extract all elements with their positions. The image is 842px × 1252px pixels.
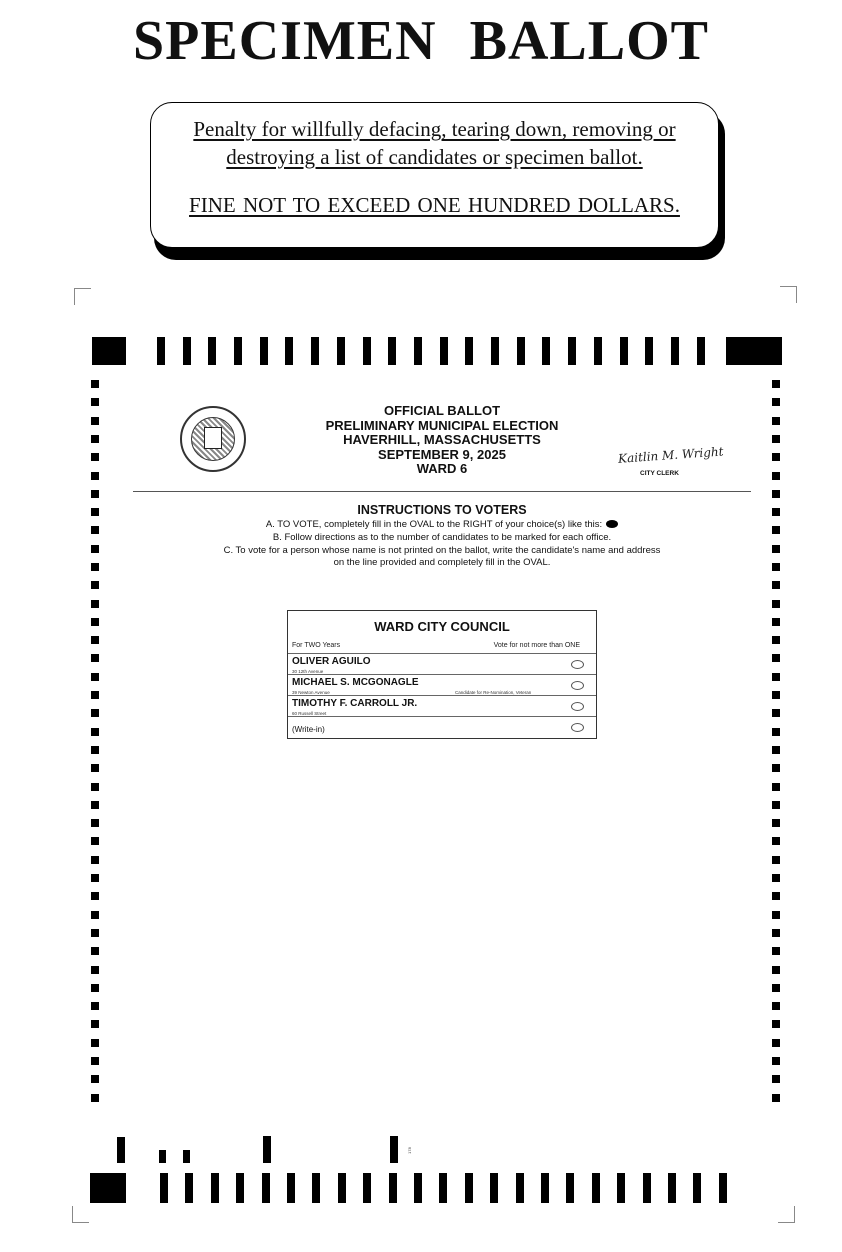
race-term: For TWO Years: [292, 642, 341, 649]
seal-shield-icon: [204, 427, 222, 449]
instruction-b: B. Follow directions as to the number of candidates to be marked for each office.: [272, 532, 612, 543]
timing-dot-right: [772, 929, 780, 937]
timing-dot-left: [91, 728, 99, 736]
timing-dot-left: [91, 398, 99, 406]
timing-bar-bottom: [643, 1173, 651, 1203]
timing-block-bottom-left: [90, 1173, 126, 1203]
timing-dot-left: [91, 581, 99, 589]
timing-dot-left: [91, 472, 99, 480]
timing-dot-left: [91, 856, 99, 864]
timing-bar-top: [671, 337, 679, 365]
timing-dot-left: [91, 654, 99, 662]
timing-bar-top: [465, 337, 473, 365]
vote-oval[interactable]: [571, 702, 584, 711]
timing-dot-right: [772, 563, 780, 571]
timing-dot-right: [772, 837, 780, 845]
timing-dot-right: [772, 654, 780, 662]
timing-bar-bottom: [592, 1173, 600, 1203]
write-in-label: (Write-in): [292, 725, 325, 734]
timing-dot-left: [91, 490, 99, 498]
instruction-c-line2: on the line provided and completely fill in the OVAL.: [333, 557, 551, 568]
candidate-note: Candidate for Re-Nomination, Veteran: [455, 690, 532, 695]
timing-dot-right: [772, 1039, 780, 1047]
timing-dot-left: [91, 764, 99, 772]
timing-dot-right: [772, 472, 780, 480]
timing-dot-left: [91, 783, 99, 791]
id-mark: [183, 1150, 190, 1163]
id-mark: [159, 1150, 166, 1163]
timing-dot-right: [772, 892, 780, 900]
timing-bar-top: [260, 337, 268, 365]
timing-bar-bottom: [160, 1173, 168, 1203]
timing-bar-top: [620, 337, 628, 365]
timing-dot-right: [772, 398, 780, 406]
timing-dot-left: [91, 691, 99, 699]
timing-dot-left: [91, 545, 99, 553]
write-in-row[interactable]: [288, 716, 596, 740]
candidate-name: MICHAEL S. MCGONAGLE: [292, 677, 419, 688]
timing-bar-bottom: [236, 1173, 244, 1203]
header-line-date: SEPTEMBER 9, 2025: [378, 446, 506, 462]
vote-oval[interactable]: [571, 681, 584, 690]
vote-oval[interactable]: [571, 660, 584, 669]
candidate-name: TIMOTHY F. CARROLL JR.: [292, 698, 418, 709]
timing-bar-bottom: [668, 1173, 676, 1203]
id-mark: [263, 1136, 271, 1163]
timing-dot-right: [772, 600, 780, 608]
timing-dot-right: [772, 984, 780, 992]
timing-dot-left: [91, 508, 99, 516]
race-vote-for: Vote for not more than ONE: [493, 642, 580, 649]
id-mark: [390, 1136, 398, 1163]
timing-bar-top: [285, 337, 293, 365]
race-ward-city-council: [287, 610, 597, 739]
timing-dot-left: [91, 984, 99, 992]
timing-dot-left: [91, 874, 99, 882]
timing-dot-right: [772, 874, 780, 882]
timing-dot-right: [772, 856, 780, 864]
instruction-a-text: A. TO VOTE, completely fill in the OVAL to the RIGHT of your choice(s) like this:: [265, 519, 603, 530]
race-title: WARD CITY COUNCIL: [374, 619, 510, 634]
specimen-title: SPECIMEN BALLOT: [133, 10, 709, 72]
candidate-row: [288, 653, 596, 675]
timing-bar-bottom: [211, 1173, 219, 1203]
timing-dot-right: [772, 709, 780, 717]
timing-bar-top: [388, 337, 396, 365]
timing-dot-right: [772, 490, 780, 498]
timing-dot-right: [772, 783, 780, 791]
timing-bar-bottom: [389, 1173, 397, 1203]
penalty-text: Penalty for willfully defacing, tearing down, removing or destroying a list of candidates or specimen ballot.: [193, 117, 676, 169]
timing-bar-top: [234, 337, 242, 365]
timing-dot-left: [91, 380, 99, 388]
timing-bar-bottom: [490, 1173, 498, 1203]
id-mark: [117, 1137, 125, 1163]
timing-bar-top: [208, 337, 216, 365]
timing-dot-right: [772, 673, 780, 681]
timing-bar-top: [414, 337, 422, 365]
timing-dot-left: [91, 1039, 99, 1047]
timing-dot-right: [772, 417, 780, 425]
ballot-header: [272, 404, 612, 477]
timing-bar-top: [542, 337, 550, 365]
timing-bar-bottom: [363, 1173, 371, 1203]
timing-bar-bottom: [414, 1173, 422, 1203]
timing-bar-bottom: [719, 1173, 727, 1203]
timing-bar-top: [311, 337, 319, 365]
city-seal-icon: [180, 406, 246, 472]
timing-dot-left: [91, 618, 99, 626]
timing-dot-right: [772, 1094, 780, 1102]
timing-bar-bottom: [338, 1173, 346, 1203]
timing-dot-left: [91, 1094, 99, 1102]
timing-dot-right: [772, 435, 780, 443]
timing-dot-left: [91, 435, 99, 443]
timing-dot-left: [91, 1075, 99, 1083]
timing-dot-right: [772, 636, 780, 644]
timing-bar-bottom: [566, 1173, 574, 1203]
timing-block-top-right: [726, 337, 782, 365]
timing-dot-right: [772, 911, 780, 919]
timing-dot-left: [91, 746, 99, 754]
timing-dot-right: [772, 453, 780, 461]
timing-dot-left: [91, 1057, 99, 1065]
timing-dot-right: [772, 545, 780, 553]
timing-dot-right: [772, 801, 780, 809]
timing-dot-left: [91, 947, 99, 955]
timing-dot-right: [772, 819, 780, 827]
timing-bar-top: [363, 337, 371, 365]
instruction-a: [133, 519, 751, 531]
timing-bar-top: [594, 337, 602, 365]
timing-dot-right: [772, 581, 780, 589]
candidate-address: 39 Newton Avenue: [292, 690, 330, 695]
footer-code: 178: [406, 1147, 412, 1154]
timing-dot-left: [91, 801, 99, 809]
timing-dot-left: [91, 892, 99, 900]
timing-dot-left: [91, 929, 99, 937]
timing-dot-left: [91, 837, 99, 845]
timing-dot-left: [91, 453, 99, 461]
timing-bar-top: [697, 337, 705, 365]
timing-dot-right: [772, 526, 780, 534]
timing-bar-bottom: [465, 1173, 473, 1203]
instructions-title: INSTRUCTIONS TO VOTERS: [357, 503, 527, 517]
timing-dot-right: [772, 728, 780, 736]
timing-dot-right: [772, 380, 780, 388]
clerk-label: CITY CLERK: [640, 470, 679, 477]
timing-bar-bottom: [287, 1173, 295, 1203]
timing-bar-bottom: [617, 1173, 625, 1203]
timing-dot-right: [772, 1075, 780, 1083]
timing-bar-bottom: [185, 1173, 193, 1203]
timing-dot-right: [772, 764, 780, 772]
fine-text: FINE NOT TO EXCEED ONE HUNDRED DOLLARS.: [189, 193, 680, 217]
timing-bar-bottom: [262, 1173, 270, 1203]
timing-dot-left: [91, 563, 99, 571]
timing-bar-bottom: [541, 1173, 549, 1203]
candidate-row: [288, 695, 596, 717]
timing-dot-left: [91, 636, 99, 644]
timing-dot-right: [772, 1057, 780, 1065]
timing-dot-left: [91, 911, 99, 919]
timing-bar-top: [517, 337, 525, 365]
timing-bar-top: [157, 337, 165, 365]
header-line-election: PRELIMINARY MUNICIPAL ELECTION: [325, 417, 559, 433]
timing-dot-left: [91, 1002, 99, 1010]
timing-dot-left: [91, 1020, 99, 1028]
clerk-signature: Kaitlin M. Wright: [617, 444, 724, 466]
timing-dot-left: [91, 819, 99, 827]
timing-bar-top: [491, 337, 499, 365]
candidate-address: 60 Russell Street: [292, 711, 327, 716]
timing-dot-right: [772, 691, 780, 699]
timing-bar-bottom: [312, 1173, 320, 1203]
race-subheader: [288, 641, 596, 653]
timing-dot-left: [91, 417, 99, 425]
timing-dot-right: [772, 1002, 780, 1010]
candidate-row: [288, 674, 596, 696]
timing-dot-left: [91, 600, 99, 608]
timing-dot-left: [91, 966, 99, 974]
header-line-city: HAVERHILL, MASSACHUSETTS: [343, 432, 541, 447]
candidate-address: 30 12th Avenue: [292, 669, 324, 674]
timing-bar-top: [337, 337, 345, 365]
instruction-c-line1: C. To vote for a person whose name is not printed on the ballot, write the candidate's name and address: [223, 545, 661, 556]
header-line-official: OFFICIAL BALLOT: [383, 403, 501, 418]
timing-dot-left: [91, 526, 99, 534]
timing-dot-right: [772, 618, 780, 626]
timing-bar-top: [183, 337, 191, 365]
timing-bar-bottom: [693, 1173, 701, 1203]
filled-oval-icon: [606, 520, 618, 528]
timing-bar-top: [645, 337, 653, 365]
timing-block-top-left: [92, 337, 126, 365]
timing-dot-left: [91, 673, 99, 681]
timing-dot-right: [772, 947, 780, 955]
header-divider: [133, 491, 751, 492]
timing-dot-right: [772, 1020, 780, 1028]
timing-dot-right: [772, 508, 780, 516]
timing-bar-top: [440, 337, 448, 365]
timing-dot-left: [91, 709, 99, 717]
vote-oval[interactable]: [571, 723, 584, 732]
timing-dot-right: [772, 966, 780, 974]
timing-bar-bottom: [439, 1173, 447, 1203]
header-line-ward: WARD 6: [416, 461, 468, 476]
candidate-name: OLIVER AGUILO: [292, 656, 371, 667]
timing-dot-right: [772, 746, 780, 754]
timing-bar-top: [568, 337, 576, 365]
timing-bar-bottom: [516, 1173, 524, 1203]
